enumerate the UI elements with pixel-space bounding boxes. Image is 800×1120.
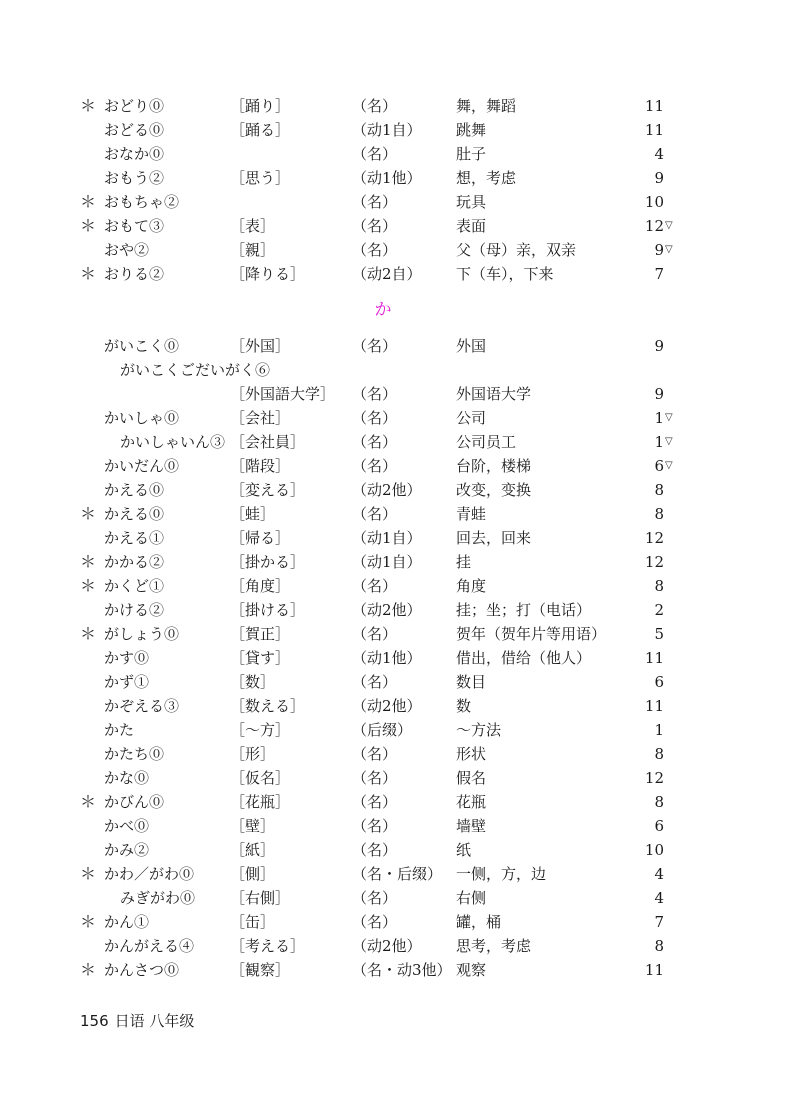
- entry-lesson-number: 8: [654, 505, 664, 523]
- entry-kana: おもう②: [104, 169, 165, 187]
- entry-meaning: 思考，考虑: [456, 937, 532, 955]
- new-word-star-icon: ＊: [80, 864, 97, 883]
- entry-meaning: 肚子: [456, 145, 487, 163]
- entry-lesson-number: 2: [654, 601, 664, 619]
- entry-meaning: 台阶，楼梯: [456, 457, 532, 475]
- entry-meaning: 罐，桶: [456, 913, 502, 931]
- entry-kana: かえる⓪: [104, 481, 165, 499]
- entry-kana: かびん⓪: [104, 793, 165, 811]
- section-heading: か: [374, 300, 392, 320]
- entry-part-of-speech: （名）: [352, 433, 398, 451]
- entry-kanji: ［蛙］: [230, 505, 276, 523]
- vocab-entry-row: [0, 718, 800, 742]
- entry-kanji: ［階段］: [230, 457, 291, 475]
- entry-kanji: ［缶］: [230, 913, 276, 931]
- entry-part-of-speech: （动2他）: [352, 937, 422, 955]
- entry-part-of-speech: （名）: [352, 841, 398, 859]
- entry-meaning: 青蛙: [456, 505, 487, 523]
- entry-kana: かたち⓪: [104, 745, 165, 763]
- entry-kanji: ［外国］: [230, 337, 291, 355]
- vocab-entry-row: [0, 454, 800, 478]
- entry-kana: かべ⓪: [104, 817, 150, 835]
- entry-kanji: ［降りる］: [230, 265, 306, 283]
- entry-part-of-speech: （动1他）: [352, 649, 422, 667]
- entry-part-of-speech: （名）: [352, 913, 398, 931]
- entry-kanji: ［親］: [230, 241, 276, 259]
- vocab-entry-row: [0, 502, 800, 526]
- vocab-entry-row: [0, 934, 800, 958]
- entry-meaning: 纸: [456, 841, 472, 859]
- entry-kanji: ［踊る］: [230, 121, 291, 139]
- entry-kanji: ［紙］: [230, 841, 276, 859]
- entry-meaning: 想，考虑: [456, 169, 517, 187]
- entry-part-of-speech: （动1自）: [352, 121, 422, 139]
- new-word-star-icon: ＊: [80, 576, 97, 595]
- entry-part-of-speech: （动1自）: [352, 553, 422, 571]
- entry-kana: かくど①: [104, 577, 165, 595]
- entry-mark-icon: ▽: [665, 244, 673, 255]
- entry-lesson-number: 7: [654, 265, 664, 283]
- vocab-entry-row: [0, 694, 800, 718]
- entry-part-of-speech: （动2他）: [352, 697, 422, 715]
- vocab-entry-row: [0, 958, 800, 982]
- entry-meaning: 外国语大学: [456, 385, 532, 403]
- entry-kana: おもちゃ②: [104, 193, 180, 211]
- entry-lesson-number: 1: [654, 721, 664, 739]
- entry-meaning: 借出，借给（他人）: [456, 649, 592, 667]
- entry-part-of-speech: （名）: [352, 673, 398, 691]
- vocab-entry-row: [0, 886, 800, 910]
- entry-kanji: ［掛ける］: [230, 601, 306, 619]
- entry-kanji: ［賀正］: [230, 625, 291, 643]
- vocab-entry-row: [0, 790, 800, 814]
- vocab-entry-row: [0, 358, 800, 382]
- entry-kana: みぎがわ⓪: [120, 889, 196, 907]
- vocab-entry-row: [0, 526, 800, 550]
- entry-lesson-number: 12: [644, 769, 664, 787]
- new-word-star-icon: ＊: [80, 192, 97, 211]
- entry-mark-icon: ▽: [665, 436, 673, 447]
- entry-part-of-speech: （动1自）: [352, 529, 422, 547]
- entry-kanji: ［壁］: [230, 817, 276, 835]
- entry-part-of-speech: （名）: [352, 217, 398, 235]
- entry-part-of-speech: （名）: [352, 577, 398, 595]
- entry-meaning: 下（车），下来: [456, 265, 554, 283]
- entry-kana: かわ／がわ⓪: [104, 865, 195, 883]
- vocab-entry-row: [0, 238, 800, 262]
- entry-kanji: ［右側］: [230, 889, 291, 907]
- entry-lesson-number: 8: [654, 793, 664, 811]
- entry-meaning: 右侧: [456, 889, 487, 907]
- vocab-entry-row: [0, 94, 800, 118]
- entry-meaning: 花瓶: [456, 793, 487, 811]
- entry-kanji: ［形］: [230, 745, 276, 763]
- entry-part-of-speech: （动1他）: [352, 169, 422, 187]
- entry-part-of-speech: （名）: [352, 817, 398, 835]
- entry-lesson-number: 6: [654, 457, 664, 475]
- vocab-entry-row: [0, 646, 800, 670]
- vocab-entry-row: [0, 670, 800, 694]
- entry-lesson-number: 12: [644, 553, 664, 571]
- entry-mark-icon: ▽: [665, 460, 673, 471]
- entry-kana: かん①: [104, 913, 150, 931]
- vocab-entry-row: [0, 814, 800, 838]
- entry-part-of-speech: （动2自）: [352, 265, 422, 283]
- entry-lesson-number: 6: [654, 817, 664, 835]
- entry-kana: かな⓪: [104, 769, 150, 787]
- entry-kanji: ［考える］: [230, 937, 306, 955]
- entry-kanji: ［角度］: [230, 577, 291, 595]
- entry-meaning: 数: [456, 697, 472, 715]
- entry-part-of-speech: （名）: [352, 337, 398, 355]
- entry-meaning: 表面: [456, 217, 487, 235]
- vocab-entry-row: [0, 214, 800, 238]
- new-word-star-icon: ＊: [80, 624, 97, 643]
- entry-kana: おなか⓪: [104, 145, 165, 163]
- entry-meaning: 舞，舞蹈: [456, 97, 517, 115]
- entry-meaning: ～方法: [456, 721, 502, 739]
- entry-kanji: ［会社員］: [230, 433, 306, 451]
- entry-kana: がしょう⓪: [104, 625, 180, 643]
- section-heading-row: [0, 286, 800, 334]
- entry-mark-icon: ▽: [665, 220, 673, 231]
- entry-part-of-speech: （名）: [352, 409, 398, 427]
- vocabulary-list: [0, 94, 800, 982]
- entry-kanji: ［側］: [230, 865, 276, 883]
- entry-lesson-number: 11: [644, 961, 664, 979]
- new-word-star-icon: ＊: [80, 504, 97, 523]
- entry-kana: かける②: [104, 601, 165, 619]
- entry-part-of-speech: （名・动3他）: [352, 961, 452, 979]
- entry-lesson-number: 4: [654, 145, 664, 163]
- entry-lesson-number: 8: [654, 937, 664, 955]
- vocab-entry-row: [0, 766, 800, 790]
- new-word-star-icon: ＊: [80, 552, 97, 571]
- entry-lesson-number: 9: [654, 337, 664, 355]
- entry-meaning: 形状: [456, 745, 487, 763]
- entry-part-of-speech: （名）: [352, 193, 398, 211]
- entry-lesson-number: 12: [644, 217, 664, 235]
- entry-kanji: ［思う］: [230, 169, 291, 187]
- vocab-entry-row: [0, 190, 800, 214]
- entry-lesson-number: 7: [654, 913, 664, 931]
- entry-meaning: 挂；坐；打（电话）: [456, 601, 592, 619]
- vocab-entry-row: [0, 382, 800, 406]
- entry-part-of-speech: （名）: [352, 385, 398, 403]
- vocab-entry-row: [0, 574, 800, 598]
- entry-part-of-speech: （名・后缀）: [352, 865, 443, 883]
- entry-meaning: 观察: [456, 961, 487, 979]
- new-word-star-icon: ＊: [80, 912, 97, 931]
- entry-meaning: 跳舞: [456, 121, 487, 139]
- entry-part-of-speech: （名）: [352, 505, 398, 523]
- new-word-star-icon: ＊: [80, 792, 97, 811]
- entry-lesson-number: 11: [644, 697, 664, 715]
- entry-kana: おどる⓪: [104, 121, 165, 139]
- new-word-star-icon: ＊: [80, 960, 97, 979]
- vocab-entry-row: [0, 406, 800, 430]
- vocab-entry-row: [0, 862, 800, 886]
- entry-kanji: ［観察］: [230, 961, 291, 979]
- entry-kanji: ［～方］: [230, 721, 291, 739]
- entry-kanji: ［帰る］: [230, 529, 291, 547]
- entry-lesson-number: 6: [654, 673, 664, 691]
- entry-kanji: ［花瓶］: [230, 793, 291, 811]
- entry-lesson-number: 8: [654, 481, 664, 499]
- entry-kana: おどり⓪: [104, 97, 165, 115]
- entry-meaning: 公司员工: [456, 433, 517, 451]
- entry-part-of-speech: （名）: [352, 145, 398, 163]
- entry-lesson-number: 1: [654, 433, 664, 451]
- vocab-entry-row: [0, 118, 800, 142]
- vocab-entry-row: [0, 838, 800, 862]
- entry-kana: かんさつ⓪: [104, 961, 180, 979]
- entry-meaning: 一侧，方，边: [456, 865, 547, 883]
- vocab-entry-row: [0, 166, 800, 190]
- entry-part-of-speech: （名）: [352, 769, 398, 787]
- page-footer: [80, 1010, 194, 1031]
- entry-kanji: ［表］: [230, 217, 276, 235]
- entry-meaning: 公司: [456, 409, 487, 427]
- vocab-entry-row: [0, 622, 800, 646]
- vocab-entry-row: [0, 430, 800, 454]
- entry-kana: かぞえる③: [104, 697, 180, 715]
- entry-kana: かいだん⓪: [104, 457, 180, 475]
- vocab-entry-row: [0, 910, 800, 934]
- entry-part-of-speech: （名）: [352, 625, 398, 643]
- entry-lesson-number: 8: [654, 577, 664, 595]
- entry-kana: おりる②: [104, 265, 165, 283]
- entry-lesson-number: 12: [644, 529, 664, 547]
- entry-kana: かす⓪: [104, 649, 150, 667]
- entry-meaning: 玩具: [456, 193, 487, 211]
- entry-meaning: 回去，回来: [456, 529, 532, 547]
- entry-part-of-speech: （动2他）: [352, 601, 422, 619]
- entry-meaning: 贺年（贺年片等用语）: [456, 625, 607, 643]
- entry-meaning: 数目: [456, 673, 487, 691]
- entry-lesson-number: 11: [644, 121, 664, 139]
- entry-meaning: 角度: [456, 577, 487, 595]
- entry-kanji: ［仮名］: [230, 769, 291, 787]
- entry-meaning: 父（母）亲，双亲: [456, 241, 577, 259]
- entry-kana: がいこく⓪: [104, 337, 180, 355]
- entry-kana: かみ②: [104, 841, 150, 859]
- vocab-entry-row: [0, 478, 800, 502]
- entry-lesson-number: 9: [654, 169, 664, 187]
- entry-part-of-speech: （名）: [352, 97, 398, 115]
- vocab-entry-row: [0, 742, 800, 766]
- entry-kana: がいこくごだいがく⑥: [120, 361, 271, 379]
- entry-kanji: ［掛かる］: [230, 553, 306, 571]
- vocab-entry-row: [0, 334, 800, 358]
- entry-lesson-number: 10: [644, 841, 664, 859]
- entry-lesson-number: 9: [654, 385, 664, 403]
- vocab-entry-row: [0, 142, 800, 166]
- entry-kana: かた: [104, 721, 135, 739]
- entry-meaning: 墙壁: [456, 817, 487, 835]
- entry-part-of-speech: （名）: [352, 793, 398, 811]
- entry-lesson-number: 9: [654, 241, 664, 259]
- entry-kanji: ［会社］: [230, 409, 291, 427]
- entry-part-of-speech: （后缀）: [352, 721, 413, 739]
- entry-meaning: 改变，变换: [456, 481, 532, 499]
- new-word-star-icon: ＊: [80, 96, 97, 115]
- entry-kana: おもて③: [104, 217, 165, 235]
- new-word-star-icon: ＊: [80, 216, 97, 235]
- entry-meaning: 假名: [456, 769, 487, 787]
- vocab-entry-row: [0, 550, 800, 574]
- entry-lesson-number: 11: [644, 97, 664, 115]
- entry-part-of-speech: （名）: [352, 889, 398, 907]
- entry-lesson-number: 5: [654, 625, 664, 643]
- entry-part-of-speech: （名）: [352, 241, 398, 259]
- entry-lesson-number: 1: [654, 409, 664, 427]
- entry-lesson-number: 4: [654, 889, 664, 907]
- vocab-entry-row: [0, 262, 800, 286]
- entry-kanji: ［変える］: [230, 481, 306, 499]
- entry-kana: かえる①: [104, 529, 165, 547]
- entry-kanji: ［外国語大学］: [230, 385, 336, 403]
- entry-kana: かず①: [104, 673, 150, 691]
- entry-lesson-number: 11: [644, 649, 664, 667]
- book-title: 日语 八年级: [114, 1012, 195, 1030]
- entry-meaning: 外国: [456, 337, 487, 355]
- entry-mark-icon: ▽: [665, 412, 673, 423]
- entry-kanji: ［貸す］: [230, 649, 291, 667]
- vocab-entry-row: [0, 598, 800, 622]
- entry-kana: かかる②: [104, 553, 165, 571]
- entry-kanji: ［数える］: [230, 697, 306, 715]
- entry-lesson-number: 4: [654, 865, 664, 883]
- entry-meaning: 挂: [456, 553, 472, 571]
- entry-kana: かえる⓪: [104, 505, 165, 523]
- entry-part-of-speech: （名）: [352, 457, 398, 475]
- entry-lesson-number: 10: [644, 193, 664, 211]
- entry-kana: かいしゃいん③: [120, 433, 226, 451]
- entry-kanji: ［踊り］: [230, 97, 291, 115]
- entry-kana: おや②: [104, 241, 150, 259]
- entry-kana: かんがえる④: [104, 937, 195, 955]
- entry-lesson-number: 8: [654, 745, 664, 763]
- entry-kana: かいしゃ⓪: [104, 409, 180, 427]
- entry-kanji: ［数］: [230, 673, 276, 691]
- entry-part-of-speech: （名）: [352, 745, 398, 763]
- page-number: 156: [80, 1012, 109, 1030]
- entry-part-of-speech: （动2他）: [352, 481, 422, 499]
- new-word-star-icon: ＊: [80, 264, 97, 283]
